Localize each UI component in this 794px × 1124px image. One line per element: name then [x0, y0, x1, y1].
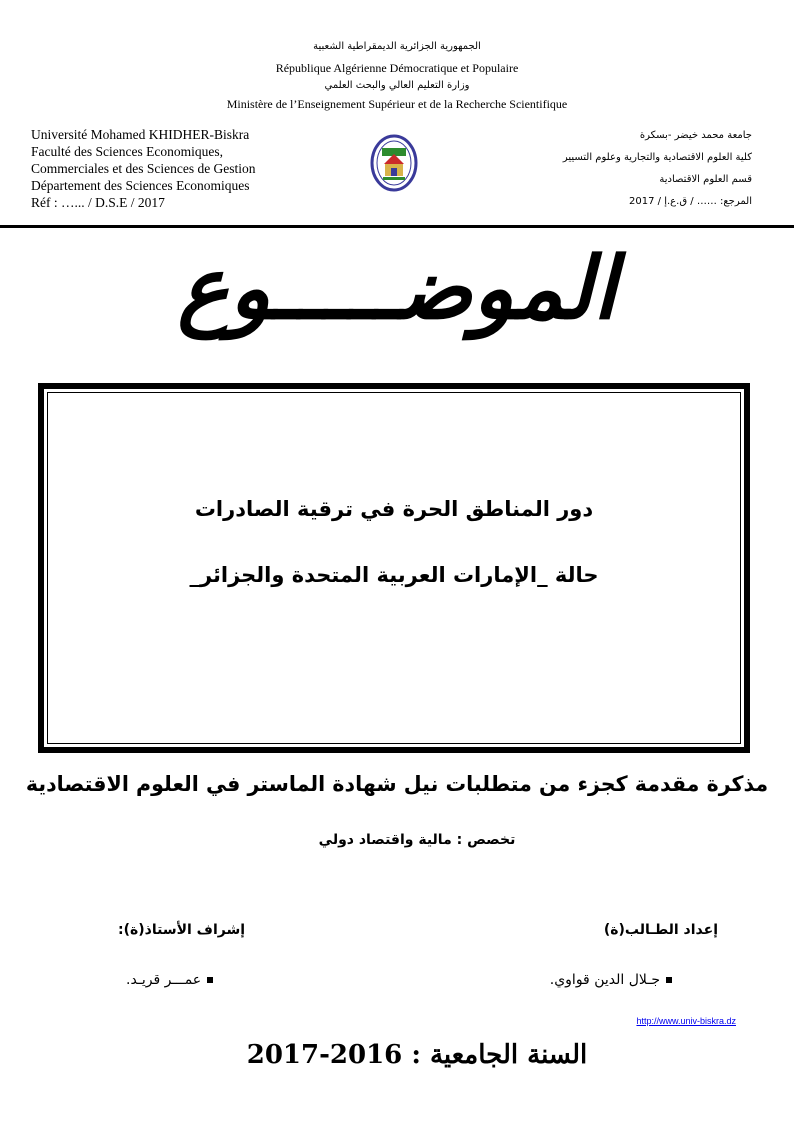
- institution-block-arabic: [563, 125, 752, 213]
- university-name: Université Mohamed KHIDHER-Biskra: [31, 127, 250, 142]
- faculty-name-arabic: كلية العلوم الاقتصادية والتجارية وعلوم التسيير: [562, 152, 752, 163]
- topic-line-2: حالة _الإمارات العربية المتحدة والجزائر_: [189, 563, 599, 587]
- university-name-arabic: جامعة محمد خيضر -بسكرة: [639, 130, 752, 141]
- faculty-name: Faculté des Sciences Economiques,: [31, 144, 223, 159]
- institution-block-french: [31, 126, 256, 211]
- header-divider: [0, 225, 794, 228]
- faculty-name-cont: Commerciales et des Sciences de Gestion: [31, 161, 256, 176]
- topic-frame: [38, 383, 750, 753]
- topic-line-1: دور المناطق الحرة في ترقية الصادرات: [194, 497, 594, 521]
- republic-french: République Algérienne Démocratique et Populaire: [275, 61, 519, 75]
- reference-number: Réf : …... / D.S.E / 2017: [31, 195, 165, 210]
- ministry-arabic: وزارة التعليم العالي والبحث العلمي: [324, 80, 470, 91]
- reference-arabic: المرجع: …… / ق.ع.إ / 2017: [629, 196, 752, 207]
- university-url-link[interactable]: http://www.univ-biskra.dz: [636, 1016, 736, 1026]
- bullet-icon: [207, 977, 213, 983]
- student-name-row: [550, 972, 678, 988]
- academic-year: السنة الجامعية : 2016-2017: [246, 1040, 588, 1070]
- memo-statement: مذكرة مقدمة كجزء من متطلبات نيل شهادة الماستر في العلوم الاقتصادية: [25, 772, 769, 796]
- supervisor-name: عمـــر قريـد.: [126, 972, 202, 988]
- university-logo: [370, 134, 418, 196]
- republic-arabic: الجمهورية الجزائرية الديمقراطية الشعبية: [313, 41, 481, 52]
- department-name: Département des Sciences Economiques: [31, 178, 250, 193]
- student-name: جـلال الدين قواوي.: [549, 972, 660, 988]
- bullet-icon: [666, 977, 672, 983]
- specialization: تخصص : مالية واقتصاد دولي: [318, 832, 516, 848]
- subject-title: الموضـــــوع: [177, 238, 617, 339]
- student-label: إعداد الطـالب(ة): [603, 922, 718, 938]
- supervisor-label: إشراف الأستاذ(ة):: [118, 922, 246, 938]
- department-name-arabic: قسم العلوم الاقتصادية: [659, 174, 752, 185]
- supervisor-name-row: [126, 972, 219, 988]
- ministry-french: Ministère de l’Enseignement Supérieur et de la Recherche Scientifique: [226, 97, 568, 111]
